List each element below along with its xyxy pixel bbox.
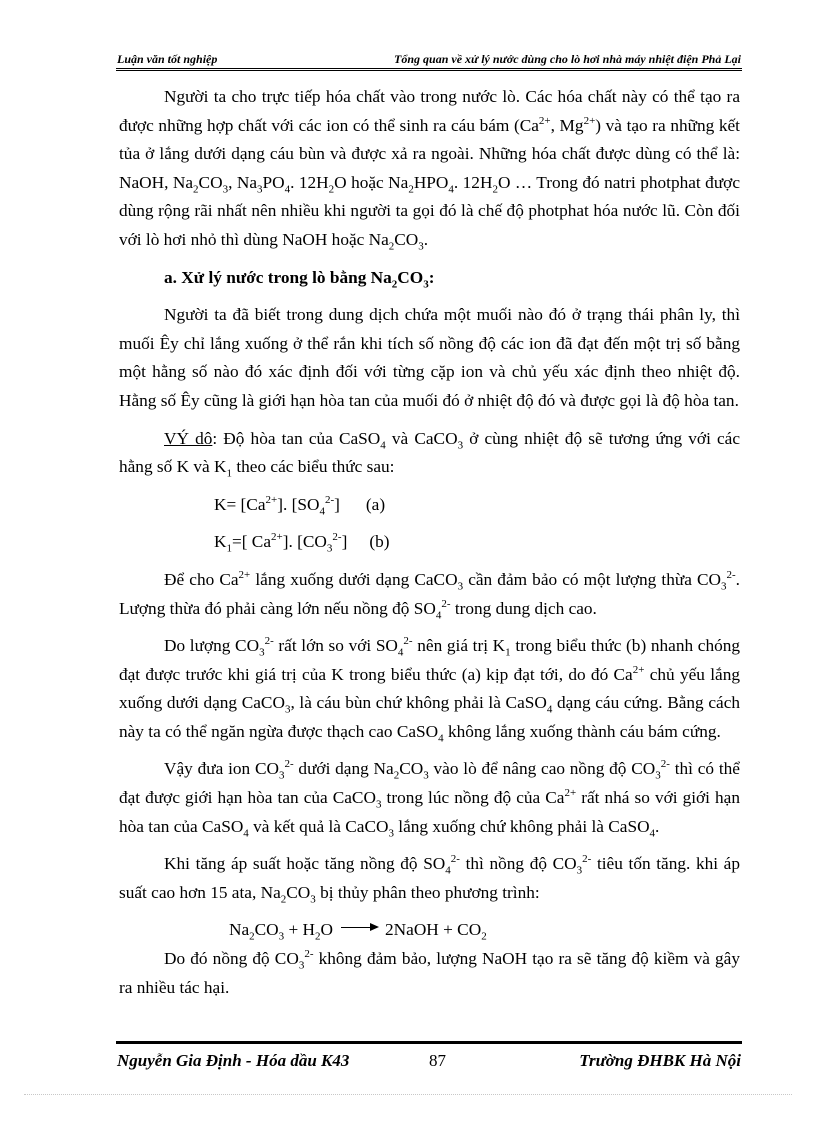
reaction-arrow-icon (341, 927, 377, 928)
paragraph-excess: Để cho $Ca^{2+}$ lắng xuống dưới dạng CaCO$_3$ cần đảm bảo có một lượng thừa $CO_3^{2-}$. Lượng thừa đó phải càng lớn nếu nồng độ $SO_4^{2-}$ trong dung dịch cao. (119, 569, 740, 621)
page-header (117, 50, 741, 70)
paragraph-consequence: Do đó nồng độ $CO_3^{2-}$ không đảm bảo, lượng NaOH tạo ra sẽ tăng độ kiềm và gây ra nhiều tác hại. (119, 948, 740, 997)
equation-b-tag: (b) (369, 532, 390, 552)
paragraph-example: VÝ dô: Độ hòa tan của CaSO$_4$ và CaCO$_3$ ở cùng nhiệt độ sẽ tương ứng với các hằng số K và $K_1$ theo các biểu thức sau: (119, 428, 741, 480)
paragraph-pressure: Khi tăng áp suất hoặc tăng nồng độ $SO_4^{2-}$ thì nồng độ $CO_3^{2-}$ tiêu tốn tăng. khi áp suất cao hơn 15 ata, $Na_2CO_3$ bị thủy phân theo phương trình: (119, 853, 740, 906)
paragraph-sodium-carbonate: Vậy đưa ion $CO_3^{2-}$ dưới dạng $Na_2CO_3$ vào lò để nâng cao nồng độ $CO_3^{2-}$ thì có thể đạt được giới hạn hòa tan của CaCO$_3$ trong lúc nồng độ của $Ca^{2+}$ rất nhá so với giới hạn hòa tan của CaSO$_4$ và kết quả là CaCO$_3$ lắng xuống chứ không phải là CaSO$_4$. (119, 758, 740, 840)
equation-a: $K= [Ca^{2+}]$. $[SO_4^{2-}]$ (a) (214, 493, 386, 518)
paragraph-solubility: Người ta đã biết trong dung dịch chứa một muối nào đó ở trạng thái phân ly, thì muối Êy chỉ lắng xuống ở thể rắn khi tích số nồng độ các ion đã đạt đến một trị số bằng một hằng số nào đó xác định đối với từng cặp ion và chủ yếu xác định theo nhiệt độ. Hằng số Êy cũng là giới hạn hòa tan của muối đó ở nhiệt độ đó và được gọi là độ hòa tan. (119, 305, 740, 410)
page-number: 87 (429, 1051, 446, 1070)
header-thesis-label: Luận văn tốt nghiệp (117, 52, 218, 66)
paragraph-intro: Người ta cho trực tiếp hóa chất vào trong nước lò. Các hóa chất này có thể tạo ra được những hợp chất với các ion có thể sinh ra cáu bám ($Ca^{2+}$, $Mg^{2+}$) và tạo ra những kết tủa ở lắng dưới dạng cáu bùn và được xả ra ngoài. Những hóa chất được dùng có thể là: NaOH, $Na_2CO_3$, $Na_3PO_4$. $12H_2O$ hoặc $Na_2HPO_4$. $12H_2O$ … Trong đó natri photphat được dùng rộng rãi nhất nên nhiều khi người ta gọi đó là chế độ photphat hóa nước lũ. Còn đối với lò hơi nhỏ thì dùng NaOH hoặc $Na_2CO_3$. (119, 87, 740, 253)
footer-author: Nguyễn Gia Định - Hóa dầu K43 (117, 1051, 350, 1070)
page-body (119, 83, 740, 1002)
page-boundary (24, 1094, 792, 1095)
equation-a-tag: (a) (365, 494, 386, 514)
equation-hydrolysis: $Na_2CO_3 + H_2O$ 2NaOH + $CO_2$ (229, 920, 487, 943)
section-heading: a. Xử lý nước trong lò bằng $Na_2CO_3$: (164, 267, 435, 291)
page-footer (117, 1051, 741, 1075)
footer-university: Trường ĐHBK Hà Nội (579, 1051, 741, 1070)
example-label: VÝ dô (164, 428, 213, 448)
header-chapter-title: Tổng quan về xử lý nước dùng cho lò hơi nhà máy nhiệt điện Phả Lại (394, 52, 741, 66)
header-rule (116, 68, 742, 71)
equation-b: $K_1=$[ $Ca^{2+}$]. $[CO_3^{2-}]$ (b) (214, 531, 390, 555)
paragraph-mechanism: Do lượng $CO_3^{2-}$ rất lớn so với $SO_4^{2-}$ nên giá trị $K_1$ trong biểu thức (b) nhanh chóng đạt được trước khi giá trị của K trong biểu thức (a) kịp đạt tới, do đó $Ca^{2+}$ chủ yếu lắng xuống dưới dạng CaCO$_3$, là cáu bùn chứ không phải là CaSO$_4$ dạng cáu cứng. Bằng cách này ta có thể ngăn ngừa được thạch cao CaSO$_4$ không lắng xuống thành cáu bám cứng. (119, 635, 741, 745)
footer-rule (116, 1041, 742, 1044)
